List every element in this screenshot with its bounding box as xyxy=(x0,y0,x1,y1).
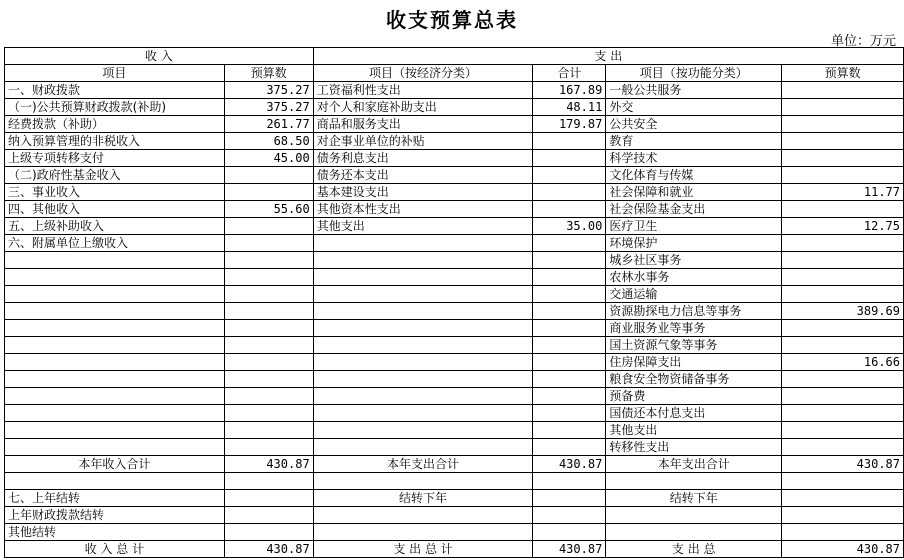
income-item-cell: 纳入预算管理的非税收入 xyxy=(5,133,225,150)
income-budget-cell xyxy=(224,184,313,201)
table-row xyxy=(5,286,904,303)
income-budget-cell: 68.50 xyxy=(224,133,313,150)
econ-item-cell xyxy=(313,252,533,269)
func-item-cell: 住房保障支出 xyxy=(606,354,782,371)
income-group-header: 收 入 xyxy=(5,48,314,65)
econ-total-cell xyxy=(533,303,606,320)
unit-label: 单位：万元 xyxy=(830,34,896,49)
income-item-cell: 一、财政拨款 xyxy=(5,82,225,99)
col-header-func-budget: 预算数 xyxy=(782,65,904,82)
func-budget-cell xyxy=(782,286,904,303)
income-item-cell: 经费拨款（补助） xyxy=(5,116,225,133)
func-item-cell: 资源勘探电力信息等事务 xyxy=(606,303,782,320)
func-item-cell: 转移性支出 xyxy=(606,439,782,456)
func-budget-cell: 389.69 xyxy=(782,303,904,320)
income-item-cell xyxy=(5,252,225,269)
table-row xyxy=(5,99,904,116)
carry-sub1-label: 上年财政拨款结转 xyxy=(5,507,225,524)
econ-total-cell xyxy=(533,150,606,167)
func-item-cell: 文化体育与传媒 xyxy=(606,167,782,184)
table-row xyxy=(5,269,904,286)
income-budget-cell xyxy=(224,269,313,286)
year-income-total-label: 本年收入合计 xyxy=(5,456,225,473)
carry-func-label: 结转下年 xyxy=(606,490,782,507)
econ-total-cell: 35.00 xyxy=(533,218,606,235)
group-header-row xyxy=(5,48,904,65)
econ-item-cell: 工资福利性支出 xyxy=(313,82,533,99)
func-budget-cell xyxy=(782,388,904,405)
func-item-cell: 医疗卫生 xyxy=(606,218,782,235)
income-budget-cell: 375.27 xyxy=(224,99,313,116)
func-budget-cell xyxy=(782,269,904,286)
year-econ-total-label: 本年支出合计 xyxy=(313,456,533,473)
table-row xyxy=(5,388,904,405)
econ-total-cell xyxy=(533,337,606,354)
func-budget-cell xyxy=(782,201,904,218)
grand-income-total-label: 收 入 总 计 xyxy=(5,541,225,558)
econ-item-cell xyxy=(313,286,533,303)
income-budget-cell xyxy=(224,439,313,456)
income-budget-cell xyxy=(224,388,313,405)
income-item-cell: 上级专项转移支付 xyxy=(5,150,225,167)
table-row xyxy=(5,405,904,422)
income-item-cell: （二)政府性基金收入 xyxy=(5,167,225,184)
econ-total-cell xyxy=(533,422,606,439)
table-row xyxy=(5,235,904,252)
func-item-cell: 其他支出 xyxy=(606,422,782,439)
econ-total-cell xyxy=(533,269,606,286)
econ-total-cell: 48.11 xyxy=(533,99,606,116)
func-budget-cell xyxy=(782,371,904,388)
table-row xyxy=(5,303,904,320)
blank-row xyxy=(5,473,904,490)
econ-total-cell xyxy=(533,167,606,184)
income-item-cell xyxy=(5,354,225,371)
income-item-cell xyxy=(5,286,225,303)
func-budget-cell xyxy=(782,99,904,116)
econ-item-cell xyxy=(313,371,533,388)
income-item-cell: 三、事业收入 xyxy=(5,184,225,201)
econ-total-cell: 167.89 xyxy=(533,82,606,99)
func-item-cell: 环境保护 xyxy=(606,235,782,252)
page-title: 收支预算总表 xyxy=(386,8,518,32)
econ-item-cell xyxy=(313,439,533,456)
econ-total-cell xyxy=(533,388,606,405)
year-func-total-value: 430.87 xyxy=(782,456,904,473)
econ-total-cell xyxy=(533,235,606,252)
econ-total-cell xyxy=(533,371,606,388)
econ-total-cell xyxy=(533,439,606,456)
func-budget-cell: 11.77 xyxy=(782,184,904,201)
income-budget-cell xyxy=(224,303,313,320)
col-header-econ-item: 项目（按经济分类） xyxy=(313,65,533,82)
income-item-cell xyxy=(5,405,225,422)
func-item-cell: 一般公共服务 xyxy=(606,82,782,99)
carry-row xyxy=(5,490,904,507)
econ-item-cell xyxy=(313,269,533,286)
econ-item-cell: 对企事业单位的补贴 xyxy=(313,133,533,150)
table-row xyxy=(5,371,904,388)
econ-item-cell: 商品和服务支出 xyxy=(313,116,533,133)
econ-item-cell xyxy=(313,320,533,337)
income-budget-cell xyxy=(224,422,313,439)
econ-item-cell xyxy=(313,303,533,320)
column-header-row xyxy=(5,65,904,82)
econ-total-cell xyxy=(533,252,606,269)
grand-total-row xyxy=(5,541,904,558)
func-item-cell: 社会保险基金支出 xyxy=(606,201,782,218)
income-item-cell: 五、上级补助收入 xyxy=(5,218,225,235)
func-item-cell: 国土资源气象等事务 xyxy=(606,337,782,354)
func-budget-cell xyxy=(782,337,904,354)
income-item-cell: 六、附属单位上缴收入 xyxy=(5,235,225,252)
income-budget-cell xyxy=(224,252,313,269)
income-budget-cell: 261.77 xyxy=(224,116,313,133)
income-budget-cell xyxy=(224,337,313,354)
col-header-budget: 预算数 xyxy=(224,65,313,82)
income-item-cell xyxy=(5,439,225,456)
func-budget-cell xyxy=(782,133,904,150)
col-header-item: 项目 xyxy=(5,65,225,82)
table-row xyxy=(5,201,904,218)
grand-income-total-value: 430.87 xyxy=(224,541,313,558)
income-budget-cell xyxy=(224,218,313,235)
income-item-cell xyxy=(5,422,225,439)
econ-total-cell xyxy=(533,354,606,371)
table-row xyxy=(5,133,904,150)
table-row xyxy=(5,354,904,371)
income-budget-cell: 55.60 xyxy=(224,201,313,218)
income-item-cell xyxy=(5,388,225,405)
func-budget-cell xyxy=(782,405,904,422)
carry-sub-row xyxy=(5,507,904,524)
income-item-cell xyxy=(5,303,225,320)
carry-in-label: 七、上年结转 xyxy=(5,490,225,507)
func-budget-cell: 16.66 xyxy=(782,354,904,371)
income-item-cell: （一)公共预算财政拨款(补助) xyxy=(5,99,225,116)
col-header-func-item: 项目（按功能分类） xyxy=(606,65,782,82)
func-budget-cell xyxy=(782,167,904,184)
income-item-cell xyxy=(5,320,225,337)
func-item-cell: 国债还本付息支出 xyxy=(606,405,782,422)
expense-group-header: 支 出 xyxy=(313,48,903,65)
table-row xyxy=(5,150,904,167)
table-row xyxy=(5,184,904,201)
col-header-total: 合计 xyxy=(533,65,606,82)
econ-total-cell xyxy=(533,320,606,337)
econ-total-cell xyxy=(533,286,606,303)
econ-item-cell xyxy=(313,337,533,354)
year-income-total-value: 430.87 xyxy=(224,456,313,473)
carry-sub2-label: 其他结转 xyxy=(5,524,225,541)
econ-item-cell: 债务利息支出 xyxy=(313,150,533,167)
income-budget-cell xyxy=(224,286,313,303)
func-item-cell: 科学技术 xyxy=(606,150,782,167)
econ-item-cell xyxy=(313,388,533,405)
econ-item-cell xyxy=(313,405,533,422)
carry-econ-label: 结转下年 xyxy=(313,490,533,507)
table-row xyxy=(5,252,904,269)
func-budget-cell xyxy=(782,235,904,252)
income-item-cell xyxy=(5,371,225,388)
grand-func-total-value: 430.87 xyxy=(782,541,904,558)
income-budget-cell xyxy=(224,235,313,252)
table-row xyxy=(5,218,904,235)
func-budget-cell xyxy=(782,320,904,337)
income-budget-cell xyxy=(224,405,313,422)
income-budget-cell: 45.00 xyxy=(224,150,313,167)
econ-item-cell: 债务还本支出 xyxy=(313,167,533,184)
table-row xyxy=(5,82,904,99)
income-item-cell: 四、其他收入 xyxy=(5,201,225,218)
func-budget-cell: 12.75 xyxy=(782,218,904,235)
table-row xyxy=(5,439,904,456)
econ-total-cell xyxy=(533,184,606,201)
income-budget-cell: 375.27 xyxy=(224,82,313,99)
table-row xyxy=(5,422,904,439)
econ-total-cell: 179.87 xyxy=(533,116,606,133)
econ-item-cell: 其他资本性支出 xyxy=(313,201,533,218)
table-row xyxy=(5,320,904,337)
econ-item-cell: 其他支出 xyxy=(313,218,533,235)
func-item-cell: 商业服务业等事务 xyxy=(606,320,782,337)
econ-item-cell: 对个人和家庭补助支出 xyxy=(313,99,533,116)
income-budget-cell xyxy=(224,320,313,337)
func-item-cell: 农林水事务 xyxy=(606,269,782,286)
grand-econ-total-value: 430.87 xyxy=(533,541,606,558)
func-item-cell: 交通运输 xyxy=(606,286,782,303)
income-budget-cell xyxy=(224,167,313,184)
budget-table xyxy=(4,47,904,558)
func-budget-cell xyxy=(782,150,904,167)
func-item-cell: 外交 xyxy=(606,99,782,116)
grand-econ-total-label: 支 出 总 计 xyxy=(313,541,533,558)
func-budget-cell xyxy=(782,439,904,456)
func-item-cell: 社会保障和就业 xyxy=(606,184,782,201)
func-item-cell: 粮食安全物资储备事务 xyxy=(606,371,782,388)
income-item-cell xyxy=(5,269,225,286)
income-item-cell xyxy=(5,337,225,354)
econ-item-cell: 基本建设支出 xyxy=(313,184,533,201)
econ-total-cell xyxy=(533,201,606,218)
econ-item-cell xyxy=(313,235,533,252)
grand-func-total-label: 支 出 总 xyxy=(606,541,782,558)
func-item-cell: 公共安全 xyxy=(606,116,782,133)
table-row xyxy=(5,116,904,133)
func-budget-cell xyxy=(782,82,904,99)
year-total-row xyxy=(5,456,904,473)
econ-item-cell xyxy=(313,354,533,371)
func-item-cell: 教育 xyxy=(606,133,782,150)
func-budget-cell xyxy=(782,116,904,133)
econ-total-cell xyxy=(533,405,606,422)
income-budget-cell xyxy=(224,371,313,388)
econ-total-cell xyxy=(533,133,606,150)
carry-sub-row xyxy=(5,524,904,541)
year-econ-total-value: 430.87 xyxy=(533,456,606,473)
year-func-total-label: 本年支出合计 xyxy=(606,456,782,473)
func-budget-cell xyxy=(782,422,904,439)
econ-item-cell xyxy=(313,422,533,439)
func-item-cell: 预备费 xyxy=(606,388,782,405)
func-item-cell: 城乡社区事务 xyxy=(606,252,782,269)
func-budget-cell xyxy=(782,252,904,269)
table-row xyxy=(5,167,904,184)
table-row xyxy=(5,337,904,354)
income-budget-cell xyxy=(224,354,313,371)
